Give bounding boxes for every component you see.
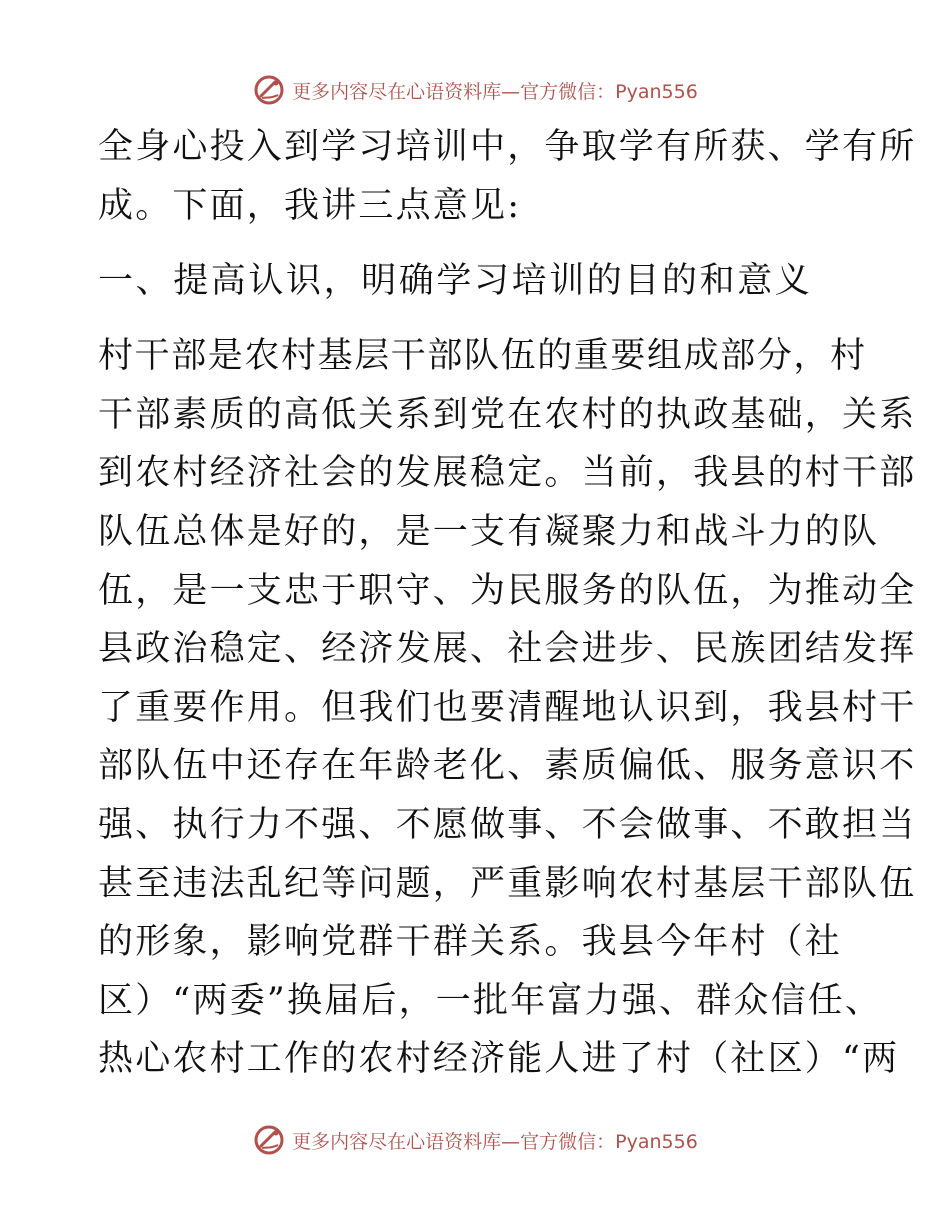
watermark-text: 更多内容尽在心语资料库—官方微信：Pyan556 — [292, 80, 698, 103]
text-line: 队伍总体是好的，是一支有凝聚力和战斗力的队 — [98, 511, 880, 552]
text-line: 强、执行力不强、不愿做事、不会做事、不敢担当 — [98, 804, 917, 845]
text-line: 村干部是农村基层干部队伍的重要组成部分，村 — [98, 336, 867, 377]
text-line: 伍，是一支忠于职守、为民服务的队伍，为推动全 — [98, 570, 917, 611]
text-line: 到农村经济社会的发展稳定。当前，我县的村干部 — [98, 453, 917, 494]
text-line: 了重要作用。但我们也要清醒地认识到，我县村干 — [98, 687, 917, 728]
text-line: 成。下面，我讲三点意见: — [98, 185, 522, 226]
text-line: 部队伍中还存在年龄老化、素质偏低、服务意识不 — [98, 746, 917, 787]
pen-logo-icon — [252, 73, 286, 107]
text-line: 的形象，影响党群干群关系。我县今年村（社 — [98, 922, 843, 963]
pen-logo-icon — [252, 1123, 286, 1157]
text-line: 县政治稳定、经济发展、社会进步、民族团结发挥 — [98, 629, 917, 670]
text-line: 干部素质的高低关系到党在农村的执政基础，关系 — [98, 394, 917, 435]
watermark-text: 更多内容尽在心语资料库—官方微信：Pyan556 — [292, 1130, 698, 1153]
document-body — [98, 118, 917, 1089]
header-watermark — [0, 70, 950, 110]
text-line: 热心农村工作的农村经济能人进了村（社区）“两 — [98, 1039, 900, 1080]
footer-watermark — [0, 1120, 950, 1160]
text-line: 区）“两委”换届后，一批年富力强、群众信任、 — [98, 980, 883, 1021]
text-line: 甚至违法乱纪等问题，严重影响农村基层干部队伍 — [98, 863, 917, 904]
section-heading: 一、提高认识，明确学习培训的目的和意义 — [98, 261, 813, 302]
text-line: 全身心投入到学习培训中，争取学有所获、学有所 — [98, 127, 917, 167]
